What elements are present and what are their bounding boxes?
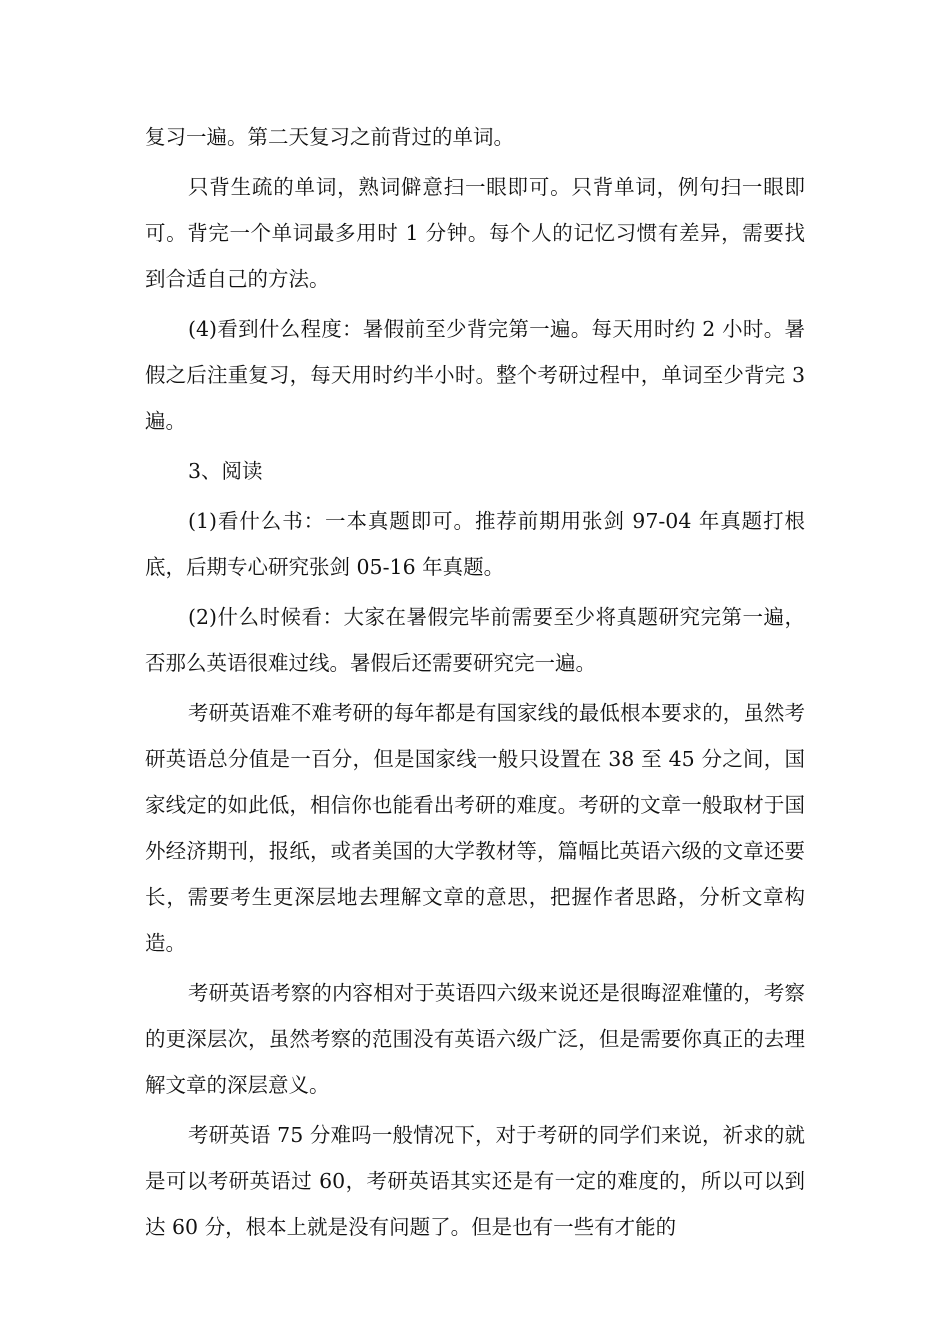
paragraph-memorize-tips: 只背生疏的单词，熟词僻意扫一眼即可。只背单词，例句扫一眼即可。背完一个单词最多用时 1 分钟。每个人的记忆习惯有差异，需要找到合适自己的方法。 (145, 175, 805, 291)
section-heading-reading: 3、阅读 (188, 459, 263, 483)
paragraph-what-books: (1)看什么书：一本真题即可。推荐前期用张剑 97-04 年真题打根底，后期专心研究张剑 05-16 年真题。 (145, 509, 805, 579)
paragraph-continuation: 复习一遍。第二天复习之前背过的单词。 (145, 125, 514, 149)
paragraph-score-75: 考研英语 75 分难吗一般情况下，对于考研的同学们来说，祈求的就是可以考研英语过 60，考研英语其实还是有一定的难度的，所以可以到达 60 分，根本上就是没有问题了。但是也有一些有才能的 (145, 1123, 805, 1239)
paragraph-content-depth: 考研英语考察的内容相对于英语四六级来说还是很晦涩难懂的，考察的更深层次，虽然考察的范围没有英语六级广泛，但是需要你真正的去理解文章的深层意义。 (145, 981, 805, 1097)
paragraph-when-to-read: (2)什么时候看：大家在暑假完毕前需要至少将真题研究完第一遍，否那么英语很难过线。暑假后还需要研究完一遍。 (145, 605, 805, 675)
document-body (145, 114, 805, 1250)
paragraph-difficulty: 考研英语难不难考研的每年都是有国家线的最低根本要求的，虽然考研英语总分值是一百分，但是国家线一般只设置在 38 至 45 分之间，国家线定的如此低，相信你也能看出考研的难度。考研的文章一般取材于国外经济期刊，报纸，或者美国的大学教材等，篇幅比英语六级的文章还要长，需要考生更深层地去理解文章的意思，把握作者思路，分析文章构造。 (145, 701, 805, 955)
paragraph-how-much-to-read: (4)看到什么程度：暑假前至少背完第一遍。每天用时约 2 小时。暑假之后注重复习，每天用时约半小时。整个考研过程中，单词至少背完 3 遍。 (145, 317, 805, 433)
